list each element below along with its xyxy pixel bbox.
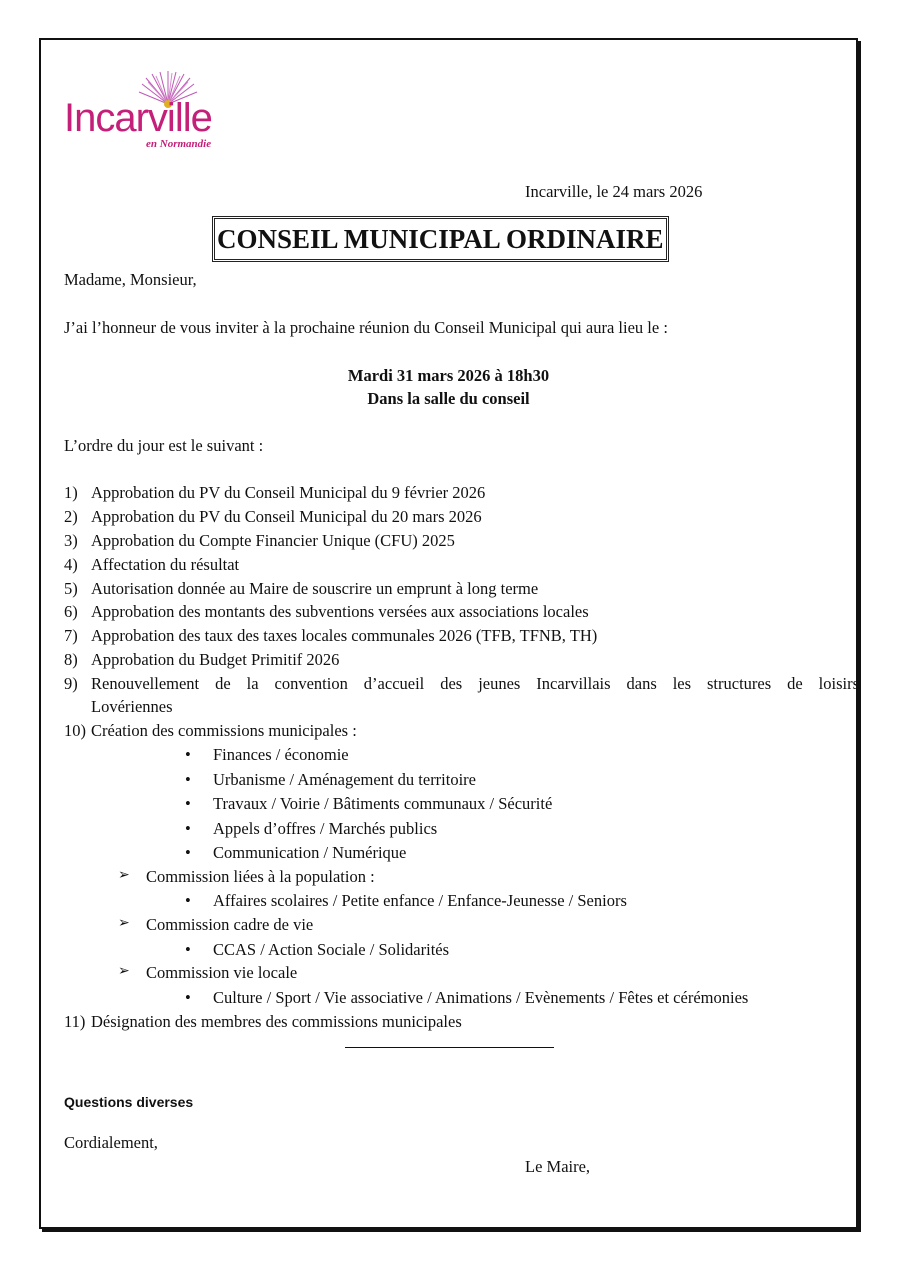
agenda-text: Affectation du résultat xyxy=(91,555,240,574)
agenda-text: Désignation des membres des commissions municipales xyxy=(91,1012,462,1031)
arrow-bullet-icon: ➢ xyxy=(118,964,130,979)
agenda-number: 10) xyxy=(64,721,86,740)
place-date: Incarville, le 24 mars 2026 xyxy=(525,182,703,201)
invitation-text: J’ai l’honneur de vous inviter à la prochaine réunion du Conseil Municipal qui aura lieu le : xyxy=(64,318,668,337)
agenda-number: 3) xyxy=(64,531,78,550)
arrow-bullet-icon: ➢ xyxy=(118,916,130,931)
commission-label: Urbanisme / Aménagement du territoire xyxy=(213,770,477,789)
meeting-datetime: Mardi 31 mars 2026 à 18h30 xyxy=(347,366,550,385)
agenda-text: Approbation des montants des subventions versées aux associations locales xyxy=(91,602,589,621)
agenda-number: 8) xyxy=(64,650,78,669)
agenda-text: Création des commissions municipales : xyxy=(91,721,357,740)
agenda-number: 4) xyxy=(64,555,78,574)
agenda-text-continued: Lovériennes xyxy=(91,697,173,716)
questions-heading: Questions diverses xyxy=(64,1094,194,1110)
commission-label: Affaires scolaires / Petite enfance / Enfance-Jeunesse / Seniors xyxy=(213,891,627,910)
divider-line xyxy=(345,1047,554,1048)
agenda-text: Approbation du Compte Financier Unique (CFU) 2025 xyxy=(91,531,455,550)
agenda-text: Approbation du PV du Conseil Municipal du 20 mars 2026 xyxy=(91,507,482,526)
commission-label: Finances / économie xyxy=(213,745,349,764)
town-logo xyxy=(62,70,232,154)
agenda-number: 11) xyxy=(64,1012,86,1031)
closing: Cordialement, xyxy=(64,1133,158,1152)
logo-wordmark: Incarville xyxy=(64,96,212,140)
greeting: Madame, Monsieur, xyxy=(64,270,197,289)
arrow-bullet-icon: ➢ xyxy=(118,868,130,883)
agenda-number: 9) xyxy=(64,674,78,693)
agenda-text: Autorisation donnée au Maire de souscrire un emprunt à long terme xyxy=(91,579,539,598)
commission-label: Culture / Sport / Vie associative / Animations / Evènements / Fêtes et cérémonies xyxy=(213,988,749,1007)
logo-subtitle: en Normandie xyxy=(146,138,212,150)
agenda-intro: L’ordre du jour est le suivant : xyxy=(64,436,264,455)
agenda-number: 7) xyxy=(64,626,78,645)
page-title: CONSEIL MUNICIPAL ORDINAIRE xyxy=(212,216,669,262)
agenda-text: Approbation du Budget Primitif 2026 xyxy=(91,650,340,669)
commission-label: CCAS / Action Sociale / Solidarités xyxy=(213,940,450,959)
agenda-text: Approbation du PV du Conseil Municipal du 9 février 2026 xyxy=(91,483,486,502)
commission-group-label: Commission vie locale xyxy=(146,963,298,982)
commission-group-label: Commission cadre de vie xyxy=(146,915,314,934)
agenda-text: Renouvellement de la convention d’accueil des jeunes Incarvillais dans les structures de loisirs xyxy=(91,674,859,693)
agenda-number: 5) xyxy=(64,579,78,598)
commission-group-label: Commission liées à la population : xyxy=(146,867,375,886)
commission-label: Appels d’offres / Marchés publics xyxy=(213,819,438,838)
agenda-number: 6) xyxy=(64,602,78,621)
agenda-text: Approbation des taux des taxes locales communales 2026 (TFB, TFNB, TH) xyxy=(91,626,598,645)
signature: Le Maire, xyxy=(525,1157,591,1176)
agenda-number: 2) xyxy=(64,507,78,526)
commission-label: Travaux / Voirie / Bâtiments communaux / Sécurité xyxy=(213,794,553,813)
agenda-number: 1) xyxy=(64,483,78,502)
commission-label: Communication / Numérique xyxy=(213,843,407,862)
meeting-location: Dans la salle du conseil xyxy=(367,389,530,408)
